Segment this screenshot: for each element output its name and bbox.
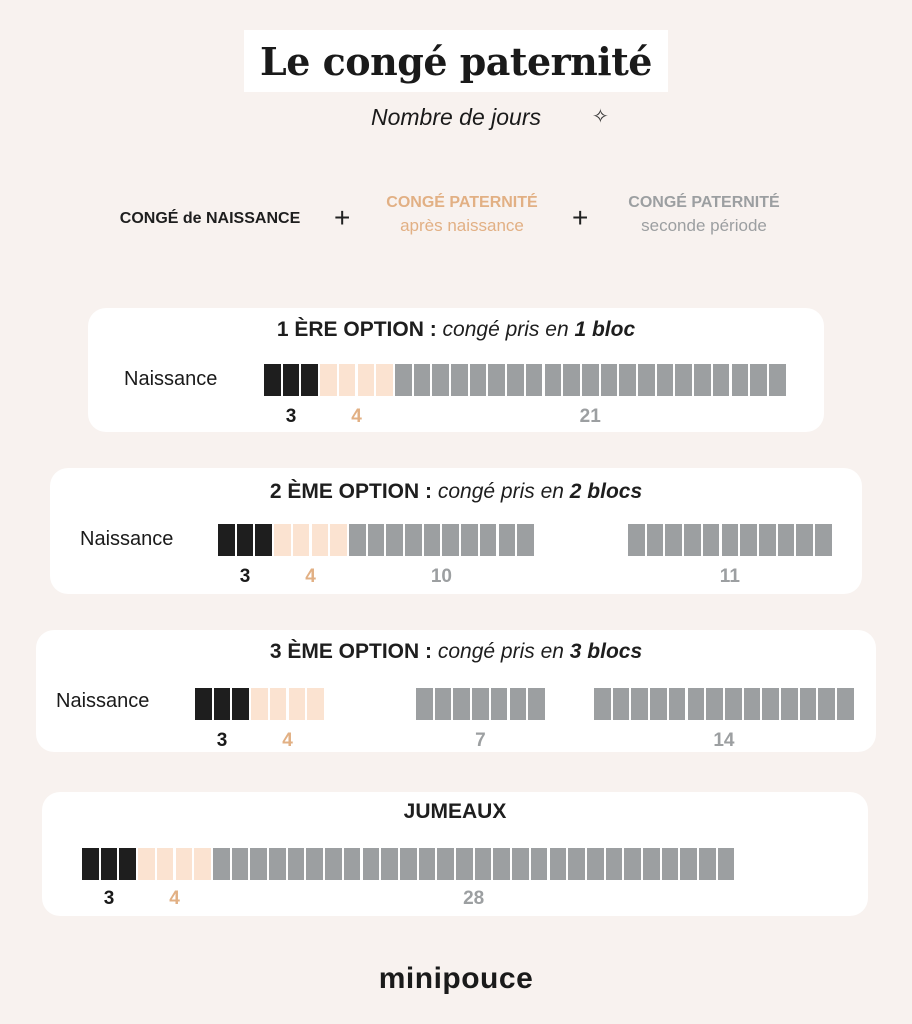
day-segment-seconde — [232, 848, 249, 880]
day-segment-seconde — [419, 848, 436, 880]
day-segment-seconde — [453, 688, 470, 720]
day-segment-seconde — [662, 848, 679, 880]
day-segment-apres — [358, 364, 375, 396]
day-segment-naissance — [218, 524, 235, 556]
day-segment-seconde — [594, 688, 611, 720]
day-segment-seconde — [631, 688, 648, 720]
option-title — [88, 318, 824, 342]
days-count-seconde: 14 — [713, 730, 735, 751]
day-segment-seconde — [480, 524, 497, 556]
subtitle-text: Nombre de jours — [370, 104, 542, 130]
days-count-seconde: 11 — [719, 566, 740, 587]
day-segment-seconde — [650, 688, 667, 720]
day-segment-seconde — [606, 848, 623, 880]
day-segment-seconde — [493, 848, 510, 880]
day-segment-seconde — [718, 848, 735, 880]
day-segment-seconde — [818, 688, 835, 720]
day-segment-seconde — [694, 364, 711, 396]
day-segment-seconde — [475, 848, 492, 880]
day-segment-seconde — [587, 848, 604, 880]
option-card — [42, 792, 868, 916]
days-count-seconde: 7 — [475, 730, 486, 751]
option-card — [88, 308, 824, 432]
title-box — [244, 30, 668, 92]
day-segment-apres — [289, 688, 306, 720]
day-segment-naissance — [214, 688, 231, 720]
legend — [0, 194, 912, 254]
naissance-label: Naissance — [80, 528, 174, 550]
day-segment-seconde — [582, 364, 599, 396]
day-segment-seconde — [624, 848, 641, 880]
day-segment-seconde — [837, 688, 854, 720]
day-segment-seconde — [675, 364, 692, 396]
day-segment-seconde — [703, 524, 720, 556]
day-segment-seconde — [472, 688, 489, 720]
day-segment-apres — [194, 848, 211, 880]
day-segment-seconde — [456, 848, 473, 880]
day-segment-seconde — [638, 364, 655, 396]
days-count-seconde: 21 — [579, 406, 601, 427]
option-card — [36, 630, 876, 752]
day-segment-seconde — [424, 524, 441, 556]
day-segment-seconde — [461, 524, 478, 556]
day-segment-seconde — [470, 364, 487, 396]
day-segment-naissance — [237, 524, 254, 556]
day-segment-seconde — [451, 364, 468, 396]
day-segment-seconde — [437, 848, 454, 880]
day-segment-seconde — [800, 688, 817, 720]
day-segment-seconde — [488, 364, 505, 396]
brand-logo: minipouce — [378, 962, 534, 995]
option-title-prefix: 2 ÈME OPTION : — [269, 480, 438, 503]
day-segment-naissance — [264, 364, 281, 396]
day-segment-apres — [339, 364, 356, 396]
day-segment-seconde — [750, 364, 767, 396]
legend-item-seconde — [604, 194, 804, 236]
day-segment-seconde — [759, 524, 776, 556]
day-segment-seconde — [545, 364, 562, 396]
day-segment-naissance — [101, 848, 118, 880]
day-segment-seconde — [669, 688, 686, 720]
day-segment-apres — [270, 688, 287, 720]
days-count-naissance: 3 — [239, 566, 251, 587]
days-count-apres: 4 — [169, 888, 180, 909]
day-segment-seconde — [526, 364, 543, 396]
day-segment-naissance — [283, 364, 300, 396]
day-segment-seconde — [442, 524, 459, 556]
day-segment-seconde — [349, 524, 366, 556]
day-segment-seconde — [713, 364, 730, 396]
day-segment-apres — [274, 524, 291, 556]
day-segment-seconde — [517, 524, 534, 556]
day-segment-apres — [376, 364, 393, 396]
day-segment-seconde — [725, 688, 742, 720]
day-segment-apres — [157, 848, 174, 880]
days-count-seconde: 28 — [463, 888, 485, 909]
option-title-bold: 1 bloc — [574, 318, 636, 341]
legend-naissance-label: CONGÉ de NAISSANCE — [119, 210, 301, 227]
day-segment-seconde — [510, 688, 527, 720]
day-segment-seconde — [769, 364, 786, 396]
day-segment-seconde — [288, 848, 305, 880]
option-title — [36, 640, 876, 664]
legend-apres-sub: après naissance — [400, 216, 524, 235]
day-segment-seconde — [778, 524, 795, 556]
day-segment-apres — [320, 364, 337, 396]
days-count-naissance: 3 — [103, 888, 115, 909]
option-title-bold: 2 blocs — [569, 480, 643, 503]
day-segment-seconde — [250, 848, 267, 880]
option-title — [50, 480, 862, 504]
day-segment-seconde — [400, 848, 417, 880]
day-segment-seconde — [796, 524, 813, 556]
days-count-seconde: 10 — [430, 566, 452, 587]
legend-item-naissance — [100, 210, 320, 228]
plus-icon: + — [334, 202, 351, 233]
option-title-italic: congé pris en — [437, 480, 570, 503]
day-segment-seconde — [613, 688, 630, 720]
day-segment-seconde — [528, 688, 545, 720]
day-segment-seconde — [628, 524, 645, 556]
day-segment-seconde — [512, 848, 529, 880]
sparkle-icon: ✧ — [592, 106, 609, 128]
day-segment-seconde — [213, 848, 230, 880]
day-segment-seconde — [657, 364, 674, 396]
day-segment-seconde — [344, 848, 361, 880]
legend-item-apres — [362, 194, 562, 236]
day-segment-seconde — [405, 524, 422, 556]
day-segment-seconde — [647, 524, 664, 556]
day-segment-seconde — [601, 364, 618, 396]
plus-icon: + — [572, 202, 589, 233]
days-count-apres: 4 — [305, 566, 316, 587]
day-segment-seconde — [568, 848, 585, 880]
day-segment-seconde — [432, 364, 449, 396]
day-segment-seconde — [531, 848, 548, 880]
option-title-italic: congé pris en — [437, 640, 570, 663]
day-segment-seconde — [762, 688, 779, 720]
day-segment-seconde — [325, 848, 342, 880]
legend-seconde-label: CONGÉ PATERNITÉ — [628, 194, 780, 211]
day-segment-apres — [176, 848, 193, 880]
day-segment-seconde — [619, 364, 636, 396]
day-segment-seconde — [684, 524, 701, 556]
option-title-italic: congé pris en — [442, 318, 575, 341]
day-segment-seconde — [363, 848, 380, 880]
day-segment-naissance — [119, 848, 136, 880]
day-segment-seconde — [699, 848, 716, 880]
day-segment-seconde — [381, 848, 398, 880]
naissance-label: Naissance — [56, 690, 150, 712]
day-segment-seconde — [550, 848, 567, 880]
option-title-prefix: JUMEAUX — [403, 800, 507, 823]
day-segment-naissance — [232, 688, 249, 720]
day-segment-seconde — [499, 524, 516, 556]
day-segment-seconde — [665, 524, 682, 556]
day-segment-seconde — [269, 848, 286, 880]
page-title: Le congé paternité — [260, 38, 652, 84]
day-segment-naissance — [195, 688, 212, 720]
day-segment-seconde — [732, 364, 749, 396]
day-segment-seconde — [395, 364, 412, 396]
day-segment-seconde — [414, 364, 431, 396]
day-segment-apres — [330, 524, 347, 556]
day-segment-seconde — [815, 524, 832, 556]
day-segment-seconde — [744, 688, 761, 720]
day-segment-apres — [138, 848, 155, 880]
day-segment-seconde — [722, 524, 739, 556]
day-segment-seconde — [680, 848, 697, 880]
option-title-prefix: 1 ÈRE OPTION : — [276, 318, 443, 341]
days-count-apres: 4 — [351, 406, 362, 427]
day-segment-apres — [293, 524, 310, 556]
day-segment-seconde — [563, 364, 580, 396]
day-segment-seconde — [306, 848, 323, 880]
day-segment-seconde — [643, 848, 660, 880]
day-segment-seconde — [688, 688, 705, 720]
day-segment-naissance — [301, 364, 318, 396]
days-count-naissance: 3 — [285, 406, 297, 427]
day-segment-apres — [251, 688, 268, 720]
subtitle — [0, 104, 912, 131]
legend-seconde-sub: seconde période — [641, 216, 767, 235]
day-segment-apres — [307, 688, 324, 720]
naissance-label: Naissance — [124, 368, 218, 390]
day-segment-naissance — [82, 848, 99, 880]
option-title — [42, 800, 868, 824]
day-segment-apres — [312, 524, 329, 556]
day-segment-naissance — [255, 524, 272, 556]
day-segment-seconde — [435, 688, 452, 720]
day-segment-seconde — [706, 688, 723, 720]
day-segment-seconde — [368, 524, 385, 556]
option-card — [50, 468, 862, 594]
day-segment-seconde — [491, 688, 508, 720]
option-title-bold: 3 blocs — [569, 640, 643, 663]
day-segment-seconde — [416, 688, 433, 720]
option-title-prefix: 3 ÈME OPTION : — [269, 640, 438, 663]
day-segment-seconde — [507, 364, 524, 396]
day-segment-seconde — [386, 524, 403, 556]
day-segment-seconde — [781, 688, 798, 720]
days-count-apres: 4 — [282, 730, 293, 751]
legend-apres-label: CONGÉ PATERNITÉ — [386, 194, 538, 211]
day-segment-seconde — [740, 524, 757, 556]
days-count-naissance: 3 — [216, 730, 228, 751]
